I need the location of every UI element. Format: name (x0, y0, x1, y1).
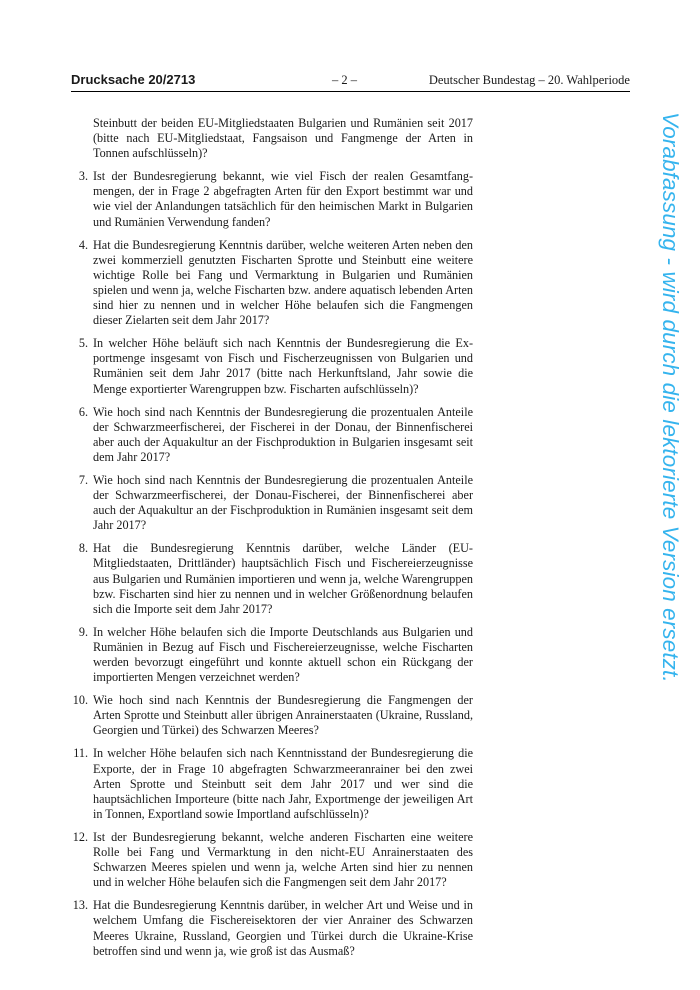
question-number: 13. (72, 898, 88, 913)
question-number: 6. (78, 404, 88, 419)
question-item (72, 693, 473, 738)
question-item (78, 472, 473, 533)
question-text: Wie hoch sind nach Kenntnis der Bundesregierung die Fangmengen der Arten Sprotte und Steinbutt aller übrigen Anrainerstaaten (Ukraine, Russland, Georgien und Türkei) des Schwarzen Meeres? (93, 693, 473, 738)
question-text: Wie hoch sind nach Kenntnis der Bundesregierung die prozentualen Anteile der Schwarzmeerfischerei, der Fischerei in der Donau, der Binnenfischerei aber auch der Aquakultur an der Fischproduktion in Bulgarien insgesamt seit dem Jahr 2017? (93, 404, 473, 464)
question-item (78, 541, 473, 616)
question-item (78, 237, 473, 329)
question-list (72, 169, 473, 958)
question-number: 3. (78, 169, 88, 184)
question-item (72, 829, 473, 890)
question-text: Ist der Bundesregierung bekannt, welche anderen Fischarten eine weitere Rolle bei Fang und Vermarktung in den nicht-EU Anrainerstaaten des Schwarzen Meeres spielen und wenn ja, welche Arten sind hier zu nennen und in welcher Höhe belaufen sich die Fangmengen seit dem Jahr 2017? (93, 829, 473, 890)
questions-body (72, 116, 473, 967)
draft-watermark: Vorabfassung - wird durch die lektorierte Version ersetzt. (658, 112, 683, 683)
publisher-label: Deutscher Bundestag – 20. Wahlperiode (428, 73, 630, 87)
question-text: In welcher Höhe beläuft sich nach Kenntnis der Bundesregierung die Exportmenge insgesamt von Fisch und Fischerzeugnissen von Bulgarien und Rumänien seit dem Jahr 2017 (bitte nach Herkunftsland, Jahr sowie die Menge exportierter Warengruppen bzw. Fischarten aufschlüsseln)? (93, 336, 473, 396)
question-text: Hat die Bundesregierung Kenntnis darüber, welche weiteren Arten neben den zwei kommerziell genutzten Fischarten Sprotte und Steinbutt eine weitere wichtige Rolle bei Fang und Vermarktung in Bulgarien und Rumänien spielen und wenn ja, welche Fischarten bzw. andere aquatisch lebenden Arten sind hier zu nennen und in welcher Höhe belaufen sich die Fangmengen dieser Zielarten seit dem Jahr 2017? (93, 237, 473, 328)
question-number: 10. (72, 693, 88, 708)
question-number: 12. (72, 829, 88, 844)
question-item (72, 898, 473, 958)
question-text: Hat die Bundesregierung Kenntnis darüber, welche Länder (EU-Mitgliedstaaten, Drittländer) hauptsächlich Fisch und Fischereierzeugnisse aus Bulgarien und Rumänien importieren und wenn ja, welche Warengruppen bzw. Fischarten sind hier zu nennen und in welcher Größenordnung belaufen sich die Importe seit dem Jahr 2017? (93, 541, 473, 616)
question-text: Hat die Bundesregierung Kenntnis darüber, in welcher Art und Weise und in welchem Umfang die Fischereisektoren der vier Anrainer des Schwarzen Meeres Ukraine, Russland, Georgien und Türkei durch die Ukraine-Krise betroffen sind und wenn ja, wie groß ist das Ausmaß? (93, 898, 473, 958)
question-number: 7. (78, 472, 88, 487)
question-number: 9. (78, 624, 88, 639)
document-number: Drucksache 20/2713 (71, 72, 196, 87)
question-continuation: Steinbutt der beiden EU-Mitgliedstaaten Bulgarien und Rumänien seit 2017 (bitte nach EU-Mitgliedstaat, Fangsaison und Fangmenge der Arten in Tonnen aufschlüsseln)? (93, 116, 473, 161)
question-item (73, 746, 473, 821)
question-item (78, 336, 473, 396)
header-rule (71, 91, 630, 92)
question-number: 8. (78, 541, 88, 556)
question-number: 11. (73, 746, 88, 761)
question-number: 5. (78, 336, 88, 351)
question-text: In welcher Höhe belaufen sich die Importe Deutschlands aus Bulgarien und Rumänien in Bezug auf Fisch und Fischereierzeugnisse, welche Fischarten werden bevorzugt eingeführt und konnte aktuell schon ein Rückgang der importierten Mengen verzeichnet werden? (93, 624, 473, 685)
question-item (78, 169, 473, 229)
question-text: Wie hoch sind nach Kenntnis der Bundesregierung die prozentualen Anteile der Schwarzmeerfischerei, der Donau-Fischerei, der Binnenfischerei aber auch der Aquakultur an der Fischproduktion in Rumänien insgesamt seit dem Jahr 2017? (93, 472, 473, 533)
question-number: 4. (78, 237, 88, 252)
question-text: Ist der Bundesregierung bekannt, wie viel Fisch der realen Gesamtfangmengen, der in Frage 2 abgefragten Arten für den Export bestimmt war und wie viel der Anlandungen tatsächlich für den heimischen Markt in Bulgarien und Rumänien Verwendung fanden? (93, 169, 473, 229)
question-text: In welcher Höhe belaufen sich nach Kenntnisstand der Bundesregierung die Exporte, der in Frage 10 abgefragten Schwarzmeeranrainer bei den zwei Arten Sprotte und Steinbutt seit dem Jahr 2017 und wer sind die hauptsächlichen Importeure (bitte nach Jahr, Exportmenge der jeweiligen Art in Tonnen, Exportland sowie Importland aufschlüsseln)? (93, 746, 473, 821)
question-item (78, 624, 473, 685)
page-number: – 2 – (332, 73, 357, 87)
question-item (78, 404, 473, 465)
page-header (71, 72, 630, 90)
